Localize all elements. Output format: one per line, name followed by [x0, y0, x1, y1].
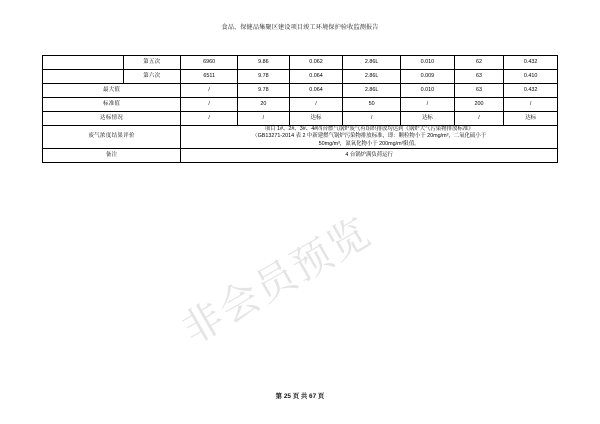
cell: 20 — [238, 98, 290, 112]
cell: 达标 — [401, 112, 455, 126]
cell: 0.009 — [401, 70, 455, 84]
cell: / — [238, 112, 290, 126]
table-row — [43, 56, 558, 70]
cell: 200 — [454, 98, 504, 112]
row-label: 达标情况 — [43, 112, 181, 126]
cell: 2.86L — [343, 56, 401, 70]
cell: 62 — [454, 56, 504, 70]
cell: / — [401, 98, 455, 112]
cell: 2.86L — [343, 84, 401, 98]
monitoring-data-table — [42, 55, 558, 163]
cell: 6511 — [181, 70, 238, 84]
cell: 0.064 — [289, 84, 343, 98]
cell: / — [181, 112, 238, 126]
evaluation-line: 50mg/m³，氮氧化物小于 200mg/m³限值。 — [318, 140, 420, 147]
table-row-evaluation — [43, 126, 558, 149]
table-row — [43, 84, 558, 98]
cell: / — [181, 84, 238, 98]
cell: 63 — [454, 70, 504, 84]
cell: 9.86 — [238, 56, 290, 70]
cell: 0.064 — [289, 70, 343, 84]
row-label: 最大值 — [43, 84, 181, 98]
remark-label: 备注 — [43, 148, 181, 162]
cell: 6960 — [181, 56, 238, 70]
row-spacer-cell — [43, 56, 124, 70]
cell: / — [181, 98, 238, 112]
cell: / — [504, 98, 558, 112]
cell: 9.78 — [238, 70, 290, 84]
cell: 0.432 — [504, 84, 558, 98]
evaluation-line: （GB13271-2014 表 2 中新建燃气锅炉污染物排放标准，即：颗粒物小于 20mg/m³，二氧化硫小于 — [252, 133, 487, 140]
cell: 达标 — [504, 112, 558, 126]
cell: 0.010 — [401, 56, 455, 70]
page-title: 食品、保健品集聚区建设项目竣工环境保护验收监测报告 — [221, 24, 379, 31]
table-row — [43, 112, 558, 126]
evaluation-text — [181, 126, 558, 149]
cell: 0.062 — [289, 56, 343, 70]
table-row — [43, 70, 558, 84]
table-row — [43, 98, 558, 112]
row-spacer-cell — [43, 70, 124, 84]
cell: / — [289, 98, 343, 112]
page-footer: 第 25 页 共 67 页 — [275, 393, 325, 400]
table-row-remark — [43, 148, 558, 162]
cell: / — [454, 112, 504, 126]
watermark-text: 非会员预览 — [174, 209, 379, 354]
remark-value: 4 台锅炉满负荷运行 — [181, 148, 558, 162]
cell: 0.432 — [504, 56, 558, 70]
row-label: 第五次 — [123, 56, 181, 70]
evaluation-line: 项目 1#、2#、3#、4#四台燃气锅炉废气有组织排放均达到《锅炉大气污染物排放标准》 — [264, 126, 474, 132]
cell: / — [343, 112, 401, 126]
cell: 9.78 — [238, 84, 290, 98]
cell: 50 — [343, 98, 401, 112]
cell: 2.86L — [343, 70, 401, 84]
cell: 63 — [454, 84, 504, 98]
cell: 0.410 — [504, 70, 558, 84]
cell: 达标 — [289, 112, 343, 126]
row-label: 标准值 — [43, 98, 181, 112]
evaluation-label: 废气浓度结果评价 — [43, 126, 181, 149]
row-label: 第六次 — [123, 70, 181, 84]
cell: 0.010 — [401, 84, 455, 98]
